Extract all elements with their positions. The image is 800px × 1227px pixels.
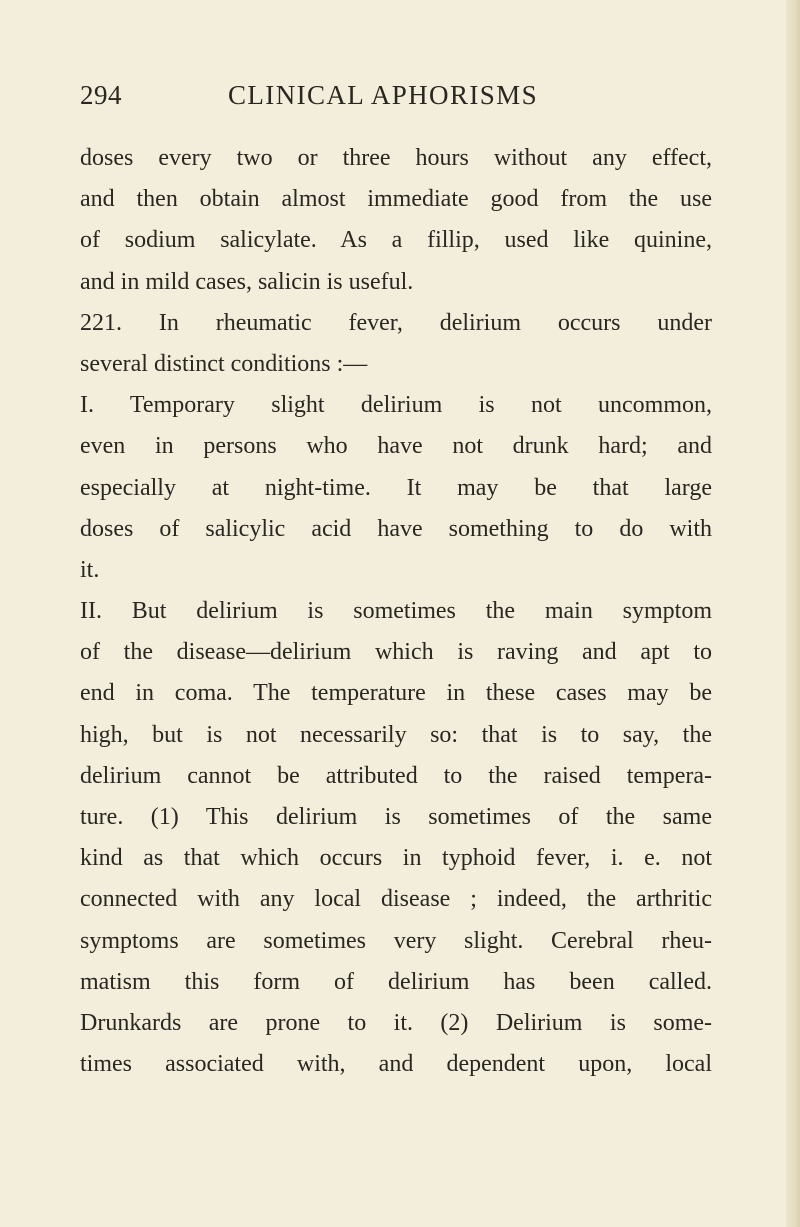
text-line: symptoms are sometimes very slight. Cerebral rheu- [80, 927, 712, 954]
text-line: doses of salicylic acid have something to do with [80, 515, 712, 542]
page-number: 294 [80, 80, 122, 110]
text-line: 221. In rheumatic fever, delirium occurs under [80, 309, 712, 336]
body-text [80, 138, 712, 1085]
text-line: and then obtain almost immediate good from the use [80, 186, 712, 213]
text-line: delirium cannot be attributed to the raised tempera- [80, 762, 712, 789]
text-line: of the disease—delirium which is raving and apt to [80, 639, 712, 666]
text-line: and in mild cases, salicin is useful. [80, 268, 414, 295]
running-title: CLINICAL APHORISMS [228, 80, 538, 110]
text-line: especially at night-time. It may be that large [80, 474, 712, 501]
text-line: of sodium salicylate. As a fillip, used like quinine, [80, 227, 712, 254]
text-line: matism this form of delirium has been called. [80, 968, 712, 995]
text-line: I. Temporary slight delirium is not uncommon, [80, 392, 712, 419]
text-line: end in coma. The temperature in these cases may be [80, 680, 712, 707]
text-line: Drunkards are prone to it. (2) Delirium is some- [80, 1009, 712, 1036]
text-line: several distinct conditions :— [80, 350, 368, 377]
text-line: doses every two or three hours without any effect, [80, 145, 712, 171]
text-line: high, but is not necessarily so: that is to say, the [80, 721, 712, 748]
text-line: ture. (1) This delirium is sometimes of the same [80, 804, 712, 830]
page-edge [786, 0, 800, 1227]
text-line: even in persons who have not drunk hard; and [80, 433, 712, 460]
text-line: kind as that which occurs in typhoid fever, i. e. not [80, 845, 712, 872]
page-header [80, 80, 720, 120]
text-line: times associated with, and dependent upon, local [80, 1051, 712, 1078]
text-line: connected with any local disease ; indeed, the arthritic [80, 886, 712, 913]
text-line: it. [80, 556, 100, 583]
text-line: II. But delirium is sometimes the main symptom [80, 598, 712, 625]
